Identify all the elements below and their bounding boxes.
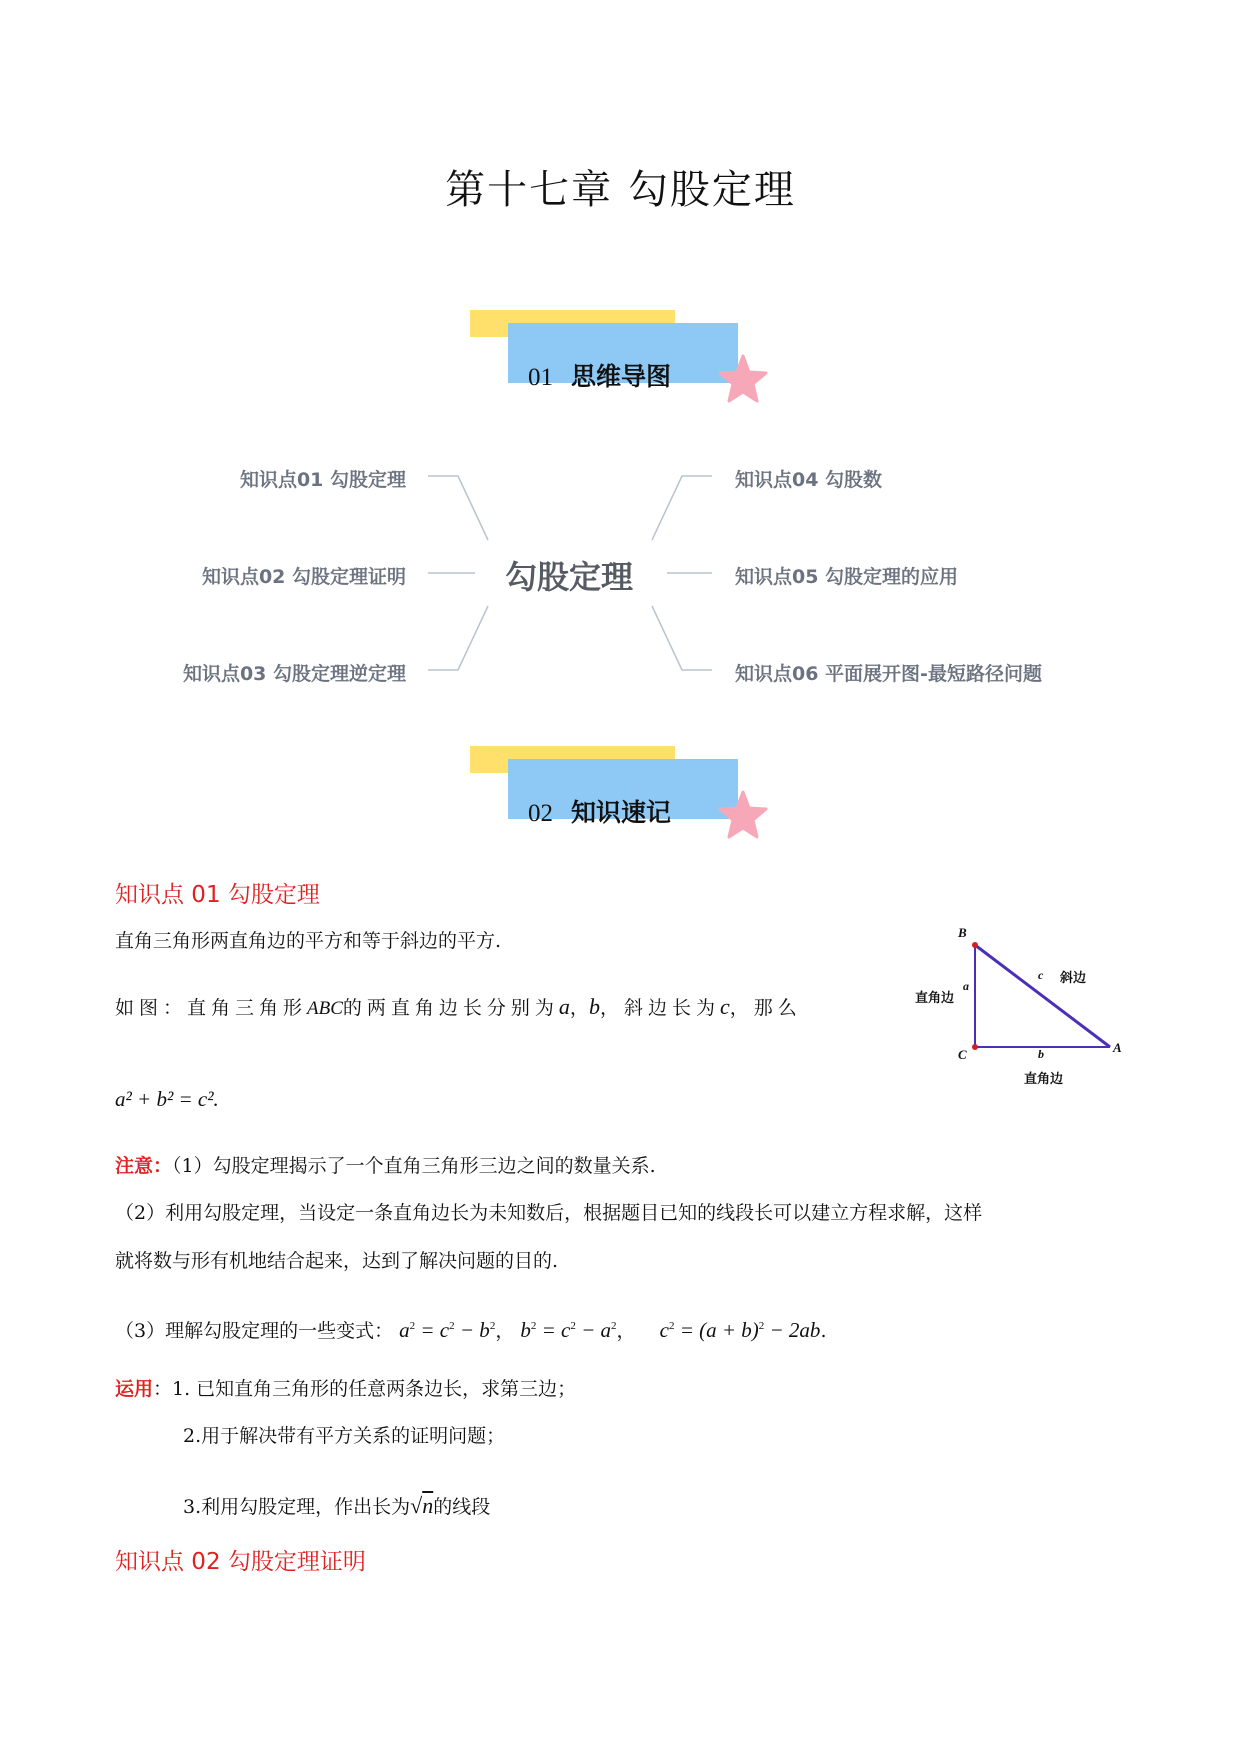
- note-2b: 就将数与形有机地结合起来，达到了解决问题的目的.: [115, 1250, 559, 1272]
- variant-formula-3: $c^2 = (a + b)^2 - 2ab$: [659, 1318, 821, 1342]
- section-number: 02: [528, 800, 553, 827]
- note-2a: （2）利用勾股定理，当设定一条直角边长为未知数后，根据题目已知的线段长可以建立方程求解，这样: [115, 1202, 983, 1224]
- section-banner-02: [470, 746, 770, 836]
- mind-map-node: 知识点06 平面展开图-最短路径问题: [735, 663, 1042, 685]
- usage-3: 3.利用勾股定理，作出长为√n的线段: [183, 1493, 491, 1518]
- usage-1: 运用：1. 已知直角三角形的任意两条边长，求第三边；: [115, 1378, 577, 1400]
- variant-formula-2: $b^2 = c^2 - a^2$: [520, 1318, 617, 1342]
- section-title: 知识速记: [570, 798, 671, 827]
- section-number: 01: [528, 364, 553, 391]
- usage-2: 2.用于解决带有平方关系的证明问题；: [183, 1425, 506, 1447]
- star-icon: [718, 790, 768, 840]
- mind-map-center: 勾股定理: [505, 558, 634, 596]
- note-3: （3）理解勾股定理的一些变式： $a^2 = c^2 - b^2$， $b^2 = c^2 - a^2$， $c^2 = (a + b)^2 - 2ab$.: [115, 1318, 827, 1342]
- leg-left-label: 直角边: [915, 991, 955, 1006]
- mind-map: [0, 440, 1241, 690]
- right-triangle-figure: [910, 925, 1150, 1095]
- kp1-heading: 知识点 01 勾股定理: [115, 882, 320, 908]
- vertex-a-label: A: [1113, 1040, 1122, 1055]
- star-icon: [718, 354, 768, 404]
- variant-formula-1: $a^2 = c^2 - b^2$: [399, 1318, 496, 1342]
- section-banner-01: [470, 310, 770, 400]
- side-c-label: c: [1038, 968, 1044, 982]
- kp1-line2: 如图：直角三角形ABC的两直角边长分别为a，b，斜边长为c，那么: [115, 994, 802, 1019]
- mind-map-node: 知识点04 勾股数: [735, 469, 883, 491]
- vertex-b-label: B: [958, 925, 967, 940]
- kp1-line1: 直角三角形两直角边的平方和等于斜边的平方.: [115, 930, 502, 952]
- leg-bottom-label: 直角边: [1024, 1072, 1064, 1087]
- side-a-label: a: [963, 979, 969, 993]
- kp1-formula: a² + b² = c².: [115, 1087, 219, 1111]
- hypotenuse-label: 斜边: [1060, 971, 1087, 986]
- mind-map-node: 知识点02 勾股定理证明: [201, 566, 406, 588]
- sqrt-n: √n: [410, 1493, 434, 1518]
- kp2-heading: 知识点 02 勾股定理证明: [115, 1549, 366, 1575]
- note-1: 注意：（1）勾股定理揭示了一个直角三角形三边之间的数量关系.: [115, 1155, 656, 1177]
- side-b-label: b: [1038, 1047, 1044, 1061]
- page-title: 第十七章 勾股定理: [445, 167, 796, 213]
- mind-map-node: 知识点05 勾股定理的应用: [735, 566, 959, 588]
- vertex-c-label: C: [958, 1047, 967, 1062]
- mind-map-node: 知识点03 勾股定理逆定理: [182, 663, 406, 685]
- mind-map-node: 知识点01 勾股定理: [239, 469, 406, 491]
- section-title: 思维导图: [570, 362, 671, 391]
